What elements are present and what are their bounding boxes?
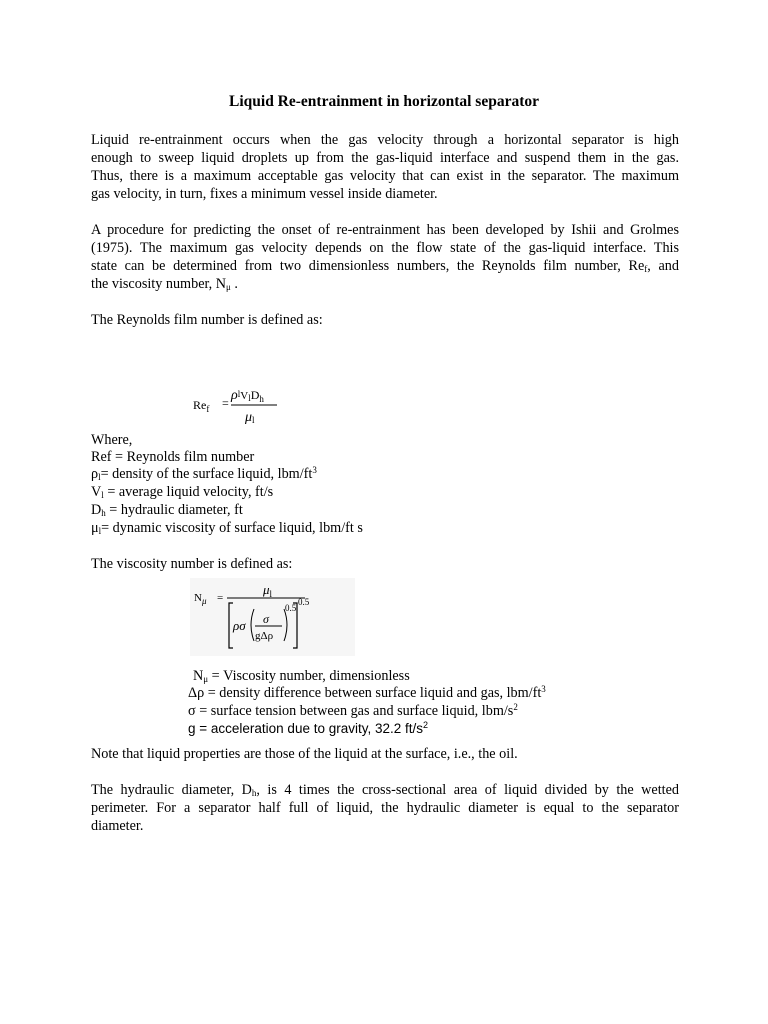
paragraph-line: enough to sweep liquid droplets up from the gas-liquid interface and suspend them in the gas. bbox=[91, 150, 679, 166]
paragraph-line: perimeter. For a separator half full of liquid, the hydraulic diameter is equal to the separator bbox=[91, 800, 679, 816]
def-velocity: $V_l$ = average liquid velocity, ft/s bbox=[91, 484, 274, 500]
eq2-outer-exponent: 0.5 bbox=[298, 597, 310, 607]
where-label: Where, bbox=[91, 432, 133, 448]
def-viscosity-number: $N_\mu$ = Viscosity number, dimensionless bbox=[193, 668, 410, 684]
def-density-difference: Δρ = density difference between surface liquid and gas, lbm/$ft^3$ bbox=[188, 684, 546, 701]
reynolds-intro: The Reynolds film number is defined as: bbox=[91, 312, 323, 328]
eq1-denominator: μl bbox=[245, 410, 255, 425]
def-gravity: g = acceleration due to gravity, 32.2 $ft/s^2$ bbox=[188, 720, 429, 736]
reynolds-equation bbox=[188, 382, 288, 428]
viscosity-intro: The viscosity number is defined as: bbox=[91, 556, 293, 572]
eq2-rho-sigma: ρσ bbox=[233, 618, 246, 633]
paragraph-line: state can be determined from two dimensionless numbers, the Reynolds film number, $Re_f$, and bbox=[91, 258, 679, 274]
eq1-lhs: $Re_f$ bbox=[193, 398, 210, 414]
def-diameter: $D_h$ = hydraulic diameter, ft bbox=[91, 502, 243, 518]
paragraph-line: the viscosity number, $N_\mu$ . bbox=[91, 276, 238, 292]
eq2-sigma: σ bbox=[263, 612, 269, 626]
eq1-equals: = bbox=[222, 396, 229, 410]
eq2-numerator: $\mu_l$ bbox=[263, 582, 273, 599]
hydraulic-paragraph bbox=[91, 781, 679, 835]
paragraph-line: (1975). The maximum gas velocity depends on the flow state of the gas-liquid interface. This bbox=[91, 240, 679, 256]
def-rho: $\rho_l=$ density of the surface liquid, lbm/$ft^3$ bbox=[91, 465, 317, 482]
eq2-equals: = bbox=[217, 592, 224, 604]
def-viscosity: $\mu_l=$ dynamic viscosity of surface liquid, lbm/ft s bbox=[91, 520, 363, 536]
note-paragraph: Note that liquid properties are those of the liquid at the surface, i.e., the oil. bbox=[91, 746, 518, 762]
viscosity-equation bbox=[190, 578, 355, 656]
paragraph-line: Liquid re-entrainment occurs when the gas velocity through a horizontal separator is high bbox=[91, 132, 679, 148]
paragraph-line: The hydraulic diameter, $D_h$, is 4 times the cross-sectional area of liquid divided by the wetted bbox=[91, 782, 679, 798]
procedure-paragraph bbox=[91, 221, 679, 293]
eq1-numerator: ρlVlD$_h$ bbox=[231, 388, 264, 404]
eq2-inner-exponent: 0.5 bbox=[285, 603, 297, 613]
document-title: Liquid Re-entrainment in horizontal separator bbox=[229, 93, 539, 110]
def-surface-tension: σ = surface tension between gas and surface liquid, lbm/$s^2$ bbox=[188, 702, 518, 719]
paragraph-line: Thus, there is a maximum acceptable gas velocity that can exist in the separator. The maximum bbox=[91, 168, 679, 184]
eq2-g-drho: gΔρ bbox=[255, 630, 274, 642]
paragraph-line: A procedure for predicting the onset of re-entrainment has been developed by Ishii and Grolmes bbox=[91, 222, 679, 238]
paragraph-line: gas velocity, in turn, fixes a minimum vessel inside diameter. bbox=[91, 186, 438, 202]
def-ref: Ref = Reynolds film number bbox=[91, 449, 255, 465]
eq2-background bbox=[190, 578, 355, 656]
intro-paragraph bbox=[91, 131, 679, 203]
eq2-lhs: $N_\mu$ bbox=[194, 592, 207, 606]
paragraph-line: diameter. bbox=[91, 818, 144, 834]
